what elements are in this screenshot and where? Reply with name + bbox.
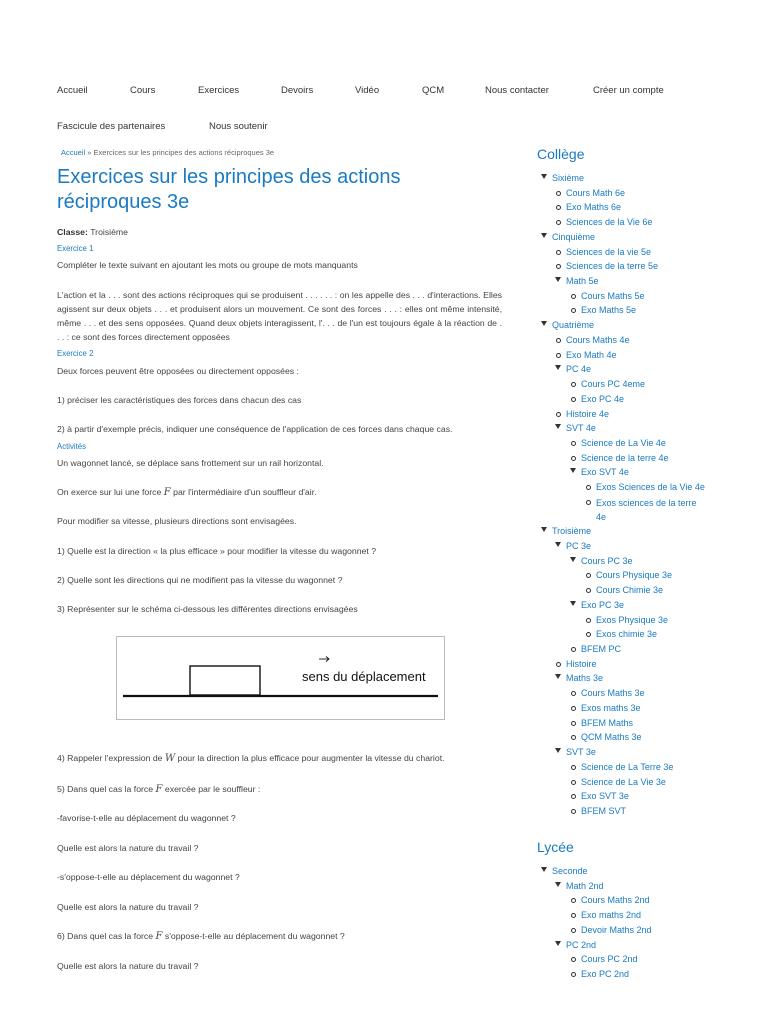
sidebar-item-label: Cours Maths 4e	[566, 334, 630, 345]
sidebar-item[interactable]	[566, 349, 617, 361]
sidebar-item-label: Cinquième	[552, 231, 596, 242]
sidebar-item[interactable]	[566, 334, 630, 346]
sidebar-item-label: SVT 4e	[566, 423, 596, 434]
activities-q5-i: -favorise-t-elle au déplacement du wagonnet ?	[57, 813, 236, 823]
bullet-icon	[586, 500, 591, 505]
triangle-down-icon	[555, 672, 561, 684]
sidebar-item-label: Exo PC 4e	[581, 393, 625, 404]
sidebar-item[interactable]	[581, 304, 636, 316]
sidebar-item-label: Exo PC 3e	[581, 599, 625, 610]
sidebar-item-label: Science de La Terre 3e	[581, 761, 674, 772]
activities-q6-start: 6) Dans quel cas la force	[57, 931, 154, 941]
sidebar-item[interactable]	[596, 496, 697, 525]
sidebar-item-label: Histoire 4e	[566, 408, 610, 419]
sidebar-item[interactable]	[581, 953, 638, 965]
sidebar-item[interactable]	[581, 687, 645, 699]
activities-q6-i: Quelle est alors la nature du travail ?	[57, 961, 199, 971]
nav-devoirs[interactable]: Devoirs	[281, 85, 314, 96]
bullet-icon	[571, 456, 576, 461]
bullet-icon	[571, 957, 576, 962]
bullet-icon	[556, 264, 561, 269]
sidebar-item[interactable]	[596, 481, 705, 493]
main-content	[57, 148, 502, 215]
sidebar-item[interactable]	[552, 319, 594, 331]
force-variable: F	[155, 931, 163, 942]
bullet-icon	[571, 765, 576, 770]
sidebar-item[interactable]	[566, 658, 597, 670]
triangle-down-icon	[555, 275, 561, 287]
exercise1-instruction: Compléter le texte suivant en ajoutant les mots ou groupe de mots manquants	[57, 260, 358, 270]
activities-q4	[57, 751, 502, 766]
work-variable: W	[164, 753, 176, 764]
bullet-icon	[556, 353, 561, 358]
sidebar-item[interactable]	[581, 643, 621, 655]
sidebar-item-label-continued: 4e	[596, 512, 607, 523]
bullet-icon	[556, 412, 561, 417]
sidebar-item-label: Cours Maths 5e	[581, 290, 645, 301]
sidebar-item-label: BFEM SVT	[581, 805, 627, 816]
sidebar-item-label: Exo SVT 3e	[581, 791, 629, 802]
sidebar-lycee-title: Lycée	[537, 839, 574, 855]
bullet-icon	[571, 928, 576, 933]
sidebar-item-label: Science de La Vie 4e	[581, 437, 666, 448]
activities-p1: Un wagonnet lancé, se déplace sans frottement sur un rail horizontal.	[57, 458, 324, 468]
sidebar-college-title: Collège	[537, 146, 585, 162]
activities-q1: 1) Quelle est la direction « la plus efficace » pour modifier la vitesse du wagonnet ?	[57, 546, 377, 556]
exercise2-q1: 1) préciser les caractéristiques des forces dans chacun des cas	[57, 395, 302, 405]
force-variable: F	[163, 487, 171, 498]
sidebar-item-label: PC 4e	[566, 364, 592, 375]
sidebar-item-label: Cours Maths 2nd	[581, 895, 650, 906]
sidebar-item[interactable]	[581, 378, 645, 390]
exercise2-heading[interactable]: Exercice 2	[57, 349, 94, 358]
activities-heading[interactable]: Activités	[57, 442, 87, 451]
sidebar-item-label: Cours PC 4eme	[581, 379, 646, 390]
triangle-down-icon	[541, 172, 547, 184]
bullet-icon	[571, 397, 576, 402]
wagon-box	[190, 666, 260, 695]
sidebar-item-label: Cours Chimie 3e	[596, 585, 664, 596]
bullet-icon	[571, 721, 576, 726]
triangle-down-icon	[541, 231, 547, 243]
breadcrumb-current: Exercices sur les principes des actions réciproques 3e	[93, 148, 275, 157]
sidebar-item-label: QCM Maths 3e	[581, 732, 642, 743]
triangle-down-icon	[570, 466, 576, 478]
sidebar-item[interactable]	[581, 452, 669, 464]
sidebar-item-label: Exos sciences de la terre	[596, 497, 697, 508]
sidebar-item[interactable]	[581, 790, 629, 802]
bullet-icon	[586, 485, 591, 490]
nav-qcm[interactable]: QCM	[422, 85, 445, 96]
sidebar-item[interactable]	[566, 939, 596, 951]
sidebar-item-label: Sciences de la vie 5e	[566, 246, 652, 257]
bullet-icon	[556, 191, 561, 196]
sidebar-item-label: Exo Math 4e	[566, 349, 617, 360]
wagon-diagram	[116, 636, 445, 720]
classe-value: Troisième	[90, 227, 128, 237]
nav-contact[interactable]: Nous contacter	[485, 85, 549, 96]
sidebar-item[interactable]	[596, 584, 663, 596]
sidebar-item[interactable]	[581, 717, 633, 729]
sidebar-item-label: PC 3e	[566, 541, 592, 551]
triangle-down-icon	[555, 422, 561, 434]
bullet-icon	[571, 308, 576, 313]
bullet-icon	[571, 735, 576, 740]
activities-q6-end: s'oppose-t-elle au déplacement du wagonnet ?	[164, 931, 345, 941]
bullet-icon	[586, 618, 591, 623]
sidebar-item-label: Exos chimie 3e	[596, 629, 658, 640]
sidebar-item-label: Math 2nd	[566, 880, 604, 891]
sidebar-item[interactable]	[581, 909, 641, 921]
bullet-icon	[571, 794, 576, 799]
activities-q5-end: exercée par le souffleur :	[164, 784, 261, 794]
sidebar-item[interactable]	[566, 408, 609, 420]
nav-exercices[interactable]: Exercices	[198, 85, 240, 96]
bullet-icon	[556, 220, 561, 225]
sidebar-item[interactable]	[596, 628, 657, 640]
breadcrumb-home[interactable]: Accueil	[61, 148, 86, 157]
sidebar-item-label: PC 2nd	[566, 939, 597, 950]
sidebar-item[interactable]	[566, 880, 604, 892]
sidebar-item-label: Devoir Maths 2nd	[581, 924, 652, 935]
activities-q5-start: 5) Dans quel cas la force	[57, 784, 154, 794]
triangle-down-icon	[555, 363, 561, 375]
bullet-icon	[571, 382, 576, 387]
bullet-icon	[571, 898, 576, 903]
sidebar-item-label: Exo SVT 4e	[581, 467, 629, 478]
triangle-down-icon	[541, 525, 547, 537]
nav-video[interactable]: Vidéo	[355, 85, 380, 96]
sidebar-item[interactable]	[566, 422, 596, 434]
sidebar-item[interactable]	[566, 746, 596, 758]
sidebar-item-label: Exos maths 3e	[581, 702, 641, 713]
triangle-down-icon	[541, 319, 547, 331]
nav-partners[interactable]: Fascicule des partenaires	[57, 121, 166, 132]
sidebar-item-label: Quatrième	[552, 320, 595, 331]
sidebar-item[interactable]	[566, 187, 625, 199]
sidebar-item-label: BFEM Maths	[581, 717, 634, 728]
sidebar-item[interactable]	[581, 924, 652, 936]
activities-p3: Pour modifier sa vitesse, plusieurs directions sont envisagées.	[57, 516, 297, 526]
sidebar-item[interactable]	[581, 805, 626, 817]
sidebar-item[interactable]	[596, 569, 672, 581]
sidebar-item-label: Exo Maths 5e	[581, 305, 637, 316]
triangle-down-icon	[555, 540, 561, 552]
sidebar-item-label: Sciences de la Vie 6e	[566, 217, 653, 228]
activities-q5-iii: -s'oppose-t-elle au déplacement du wagonnet ?	[57, 872, 240, 882]
bullet-icon	[571, 294, 576, 299]
bullet-icon	[586, 588, 591, 593]
sidebar-item[interactable]	[581, 555, 633, 567]
sidebar-item[interactable]	[552, 231, 595, 243]
sidebar-item-label: Cours PC 3e	[581, 555, 633, 566]
sidebar-item[interactable]	[581, 437, 666, 449]
sidebar-item-label: Sciences de la terre 5e	[566, 261, 659, 272]
sidebar-item-label: Exos Physique 3e	[596, 614, 669, 625]
bullet-icon	[586, 573, 591, 578]
bullet-icon	[586, 632, 591, 637]
sidebar-item-label: Science de la terre 4e	[581, 452, 669, 463]
bullet-icon	[571, 706, 576, 711]
sidebar-item[interactable]	[596, 614, 668, 626]
triangle-down-icon	[555, 939, 561, 951]
bullet-icon	[571, 647, 576, 652]
exercise2-q2: 2) à partir d'exemple précis, indiquer une conséquence de l'application de ces forces dans chaque cas.	[57, 424, 453, 434]
sidebar-item-label: Cours Maths 3e	[581, 688, 645, 699]
sidebar-item[interactable]	[581, 761, 673, 773]
activities-p2-end: par l'intermédiaire d'un souffleur d'air.	[173, 487, 317, 497]
classe-label: Classe:	[57, 227, 88, 237]
sidebar-item-label: Troisième	[552, 526, 592, 537]
activities-q5-ii: Quelle est alors la nature du travail ?	[57, 843, 199, 853]
bullet-icon	[556, 205, 561, 210]
sidebar-item-label: Cours Physique 3e	[596, 570, 673, 581]
sidebar-item-label: Exo PC 2nd	[581, 969, 630, 980]
breadcrumb	[61, 148, 502, 157]
sidebar-item[interactable]	[552, 172, 584, 184]
activities-q5-iv: Quelle est alors la nature du travail ?	[57, 902, 199, 912]
activities-q3: 3) Représenter sur le schéma ci-dessous les différentes directions envisagées	[57, 604, 358, 614]
sidebar-item[interactable]	[552, 525, 591, 537]
sidebar-item[interactable]	[581, 776, 666, 788]
exercise2-intro: Deux forces peuvent être opposées ou directement opposées :	[57, 366, 299, 376]
sidebar-item-label: Maths 3e	[566, 673, 604, 684]
sidebar-item[interactable]	[552, 865, 588, 877]
sidebar-item-label: Exo maths 2nd	[581, 910, 642, 921]
page-title: Exercices sur les principes des actions réciproques 3e	[57, 166, 401, 213]
sidebar-item-label: Sixième	[552, 173, 585, 183]
sidebar-item-label: Cours Math 6e	[566, 187, 626, 198]
activities-q2: 2) Quelle sont les directions qui ne modifient pas la vitesse du wagonnet ?	[57, 575, 343, 585]
nav-cours[interactable]: Cours	[130, 85, 156, 96]
activities-q4-start: 4) Rappeler l'expression de	[57, 753, 163, 763]
bullet-icon	[556, 250, 561, 255]
triangle-down-icon	[555, 746, 561, 758]
sidebar-item[interactable]	[566, 260, 658, 272]
triangle-down-icon	[570, 599, 576, 611]
nav-accueil[interactable]: Accueil	[57, 85, 88, 96]
sidebar-item-label: Seconde	[552, 866, 588, 876]
triangle-down-icon	[541, 865, 547, 877]
sidebar-item[interactable]	[581, 894, 650, 906]
sidebar-item[interactable]	[566, 216, 652, 228]
sidebar-item[interactable]	[581, 466, 629, 478]
bullet-icon	[571, 809, 576, 814]
sidebar-item[interactable]	[581, 290, 645, 302]
bullet-icon	[571, 780, 576, 785]
sidebar-item-label: Exo Maths 6e	[566, 202, 622, 213]
bullet-icon	[571, 972, 576, 977]
sidebar-item-label: Science de La Vie 3e	[581, 776, 666, 787]
sidebar-item-label: Cours PC 2nd	[581, 954, 638, 965]
sidebar-item[interactable]	[566, 275, 599, 287]
bullet-icon	[571, 913, 576, 918]
sidebar-item-label: Math 5e	[566, 276, 599, 287]
classe-line	[57, 225, 502, 239]
diagram-label: sens du déplacement	[302, 669, 426, 684]
bullet-icon	[556, 662, 561, 667]
sidebar-item[interactable]	[566, 672, 603, 684]
activities-p2-start: On exerce sur lui une force	[57, 487, 162, 497]
sidebar-item[interactable]	[566, 363, 591, 375]
sidebar-item[interactable]	[581, 968, 629, 980]
activities-p2	[57, 485, 502, 500]
triangle-down-icon	[555, 880, 561, 892]
sidebar-item-label: Histoire	[566, 658, 597, 669]
sidebar-item-label: BFEM PC	[581, 644, 622, 655]
bullet-icon	[571, 441, 576, 446]
bullet-icon	[556, 338, 561, 343]
sidebar-item-label: SVT 3e	[566, 747, 596, 758]
sidebar-item[interactable]	[566, 246, 651, 258]
breadcrumb-separator: »	[87, 148, 92, 157]
sidebar-item[interactable]	[581, 599, 624, 611]
sidebar-item[interactable]	[566, 201, 621, 213]
bullet-icon	[571, 691, 576, 696]
nav-support[interactable]: Nous soutenir	[209, 121, 268, 132]
exercise1-heading[interactable]: Exercice 1	[57, 244, 94, 253]
triangle-down-icon	[570, 555, 576, 567]
sidebar-item-label: Exos Sciences de la Vie 4e	[596, 482, 705, 493]
nav-create-account[interactable]: Créer un compte	[593, 85, 664, 96]
activities-q4-end: pour la direction la plus efficace pour augmenter la vitesse du chariot.	[177, 753, 445, 763]
wagon-diagram-svg	[117, 637, 444, 719]
exercise1-text: L'action et la . . . sont des actions réciproques qui se produisent . . . . . . : on les appelle des . . . d'interactions. Elles agissent sur deux objets . . . et produisent alors un mouvement. Ce sont des forces . . . : elles ont même intensité, même . . . et des sens opposées. Quand deux objets interagissent, l'. . . de l'un est toujours égale à la réaction de . . . : ce sont des forces directement opposées	[57, 290, 502, 342]
sidebar-item[interactable]	[581, 702, 641, 714]
sidebar-item[interactable]	[581, 731, 642, 743]
sidebar-item[interactable]	[581, 393, 624, 405]
activities-q5	[57, 782, 502, 797]
force-variable: F	[155, 784, 163, 795]
activities-q6	[57, 929, 502, 944]
sidebar-item[interactable]	[566, 540, 591, 552]
